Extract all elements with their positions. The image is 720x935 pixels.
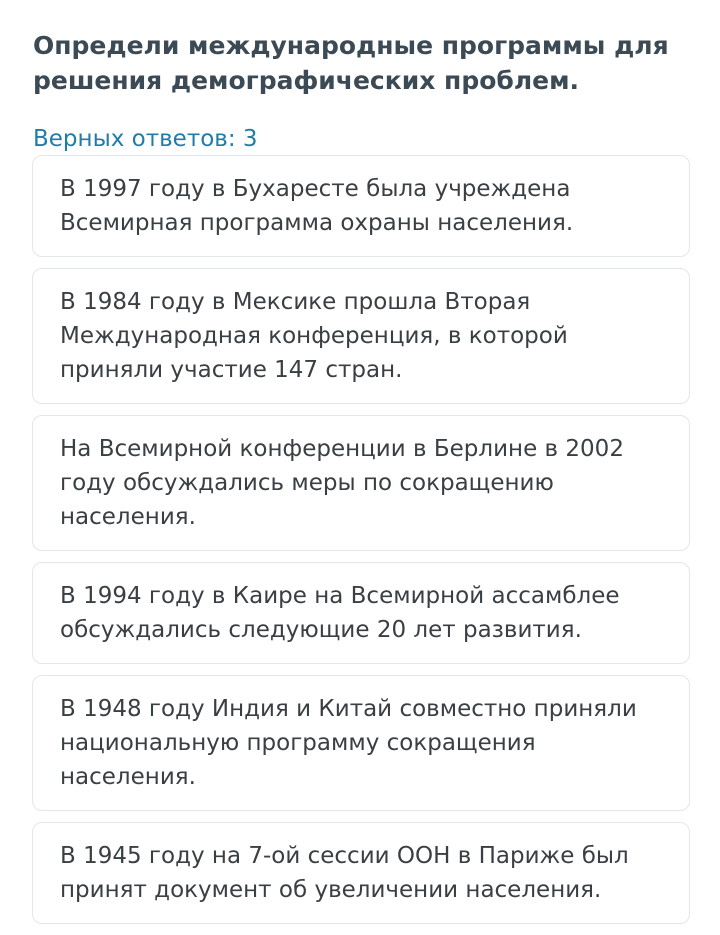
answer-option-label: В 1994 году в Каире на Всемирной ассамблее обсуждались следующие 20 лет развития. xyxy=(60,583,620,643)
answer-option-label: На Всемирной конференции в Берлине в 2002 году обсуждались меры по сокращению населения. xyxy=(60,436,624,530)
answer-option-label: В 1984 году в Мексике прошла Вторая Международная конференция, в которой приняли участие 147 стран. xyxy=(60,289,568,383)
question-title: Определи международные программы для решения демографических проблем. xyxy=(33,31,669,95)
answer-option-6[interactable] xyxy=(32,822,690,924)
answer-option-5[interactable] xyxy=(32,675,690,811)
answer-option-1[interactable] xyxy=(32,155,690,257)
answer-option-label: В 1948 году Индия и Китай совместно приняли национальную программу сокращения населения. xyxy=(60,696,637,790)
answer-option-3[interactable] xyxy=(32,415,690,551)
answer-option-4[interactable] xyxy=(32,562,690,664)
answer-option-label: В 1945 году на 7-ой сессии ООН в Париже был принят документ об увеличении населения. xyxy=(60,843,629,903)
answer-option-label: В 1997 году в Бухаресте была учреждена Всемирная программа охраны населения. xyxy=(60,176,574,236)
correct-answers-count: Верных ответов: 3 xyxy=(33,126,258,152)
answer-option-2[interactable] xyxy=(32,268,690,404)
answer-options-list xyxy=(32,155,690,935)
